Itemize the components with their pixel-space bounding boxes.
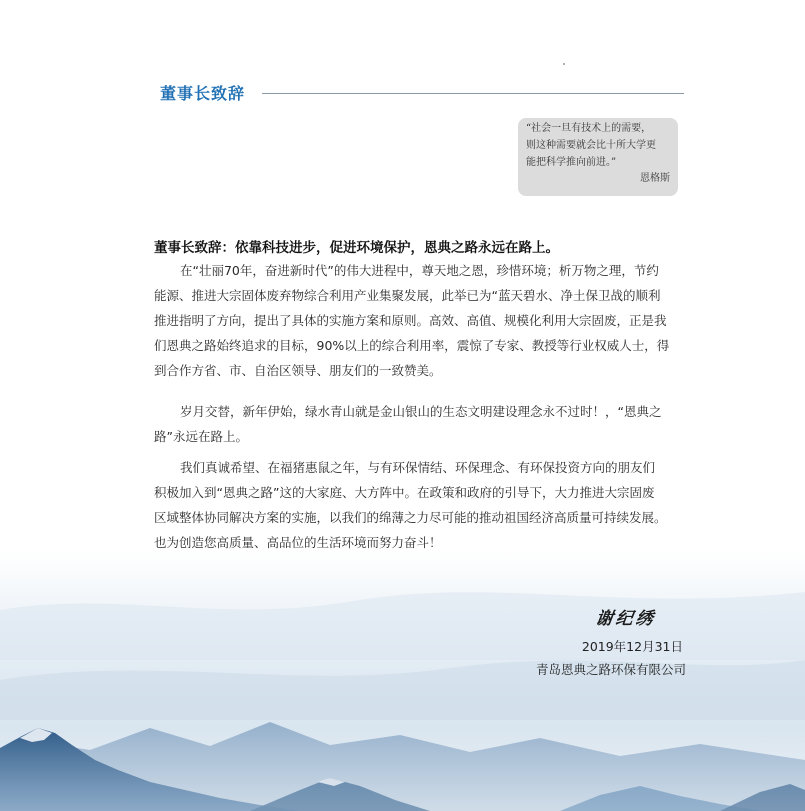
paragraph-line: 到合作方省、市、自治区领导、朋友们的一致赞美。 [154,363,442,378]
quote-box [518,118,678,196]
letter-headline: 董事长致辞：依靠科技进步，促进环境保护，恩典之路永远在路上。 [154,240,559,256]
section-title: 董事长致辞 [160,84,246,103]
paragraph-line: 在“壮丽70年，奋进新时代”的伟大进程中，尊天地之恩，珍惜环境；析万物之理，节约 [180,263,659,278]
quote-line: 能把科学推向前进。” [526,157,617,168]
quote-line: “社会一旦有技术上的需要， [526,123,652,134]
body-paragraph [154,399,690,449]
handwritten-signature: 谢纪绣 [594,609,658,629]
paragraph-line: 推进指明了方向，提出了具体的实施方案和原则。高效、高值、规模化利用大宗固废，正是我 [154,313,667,328]
quote-author: 恩格斯 [640,173,670,184]
letter-date: 2019年12月31日 [581,639,683,654]
paragraph-line: 积极加入到“恩典之路”这的大家庭、大方阵中。在政策和政府的引导下，大力推进大宗固废 [154,485,655,500]
paragraph-line: 岁月交替，新年伊始，绿水青山就是金山银山的生态文明建设理念永不过时！，“恩典之 [180,404,662,419]
paragraph-line: 也为创造您高质量、高品位的生活环境而努力奋斗！ [154,535,442,550]
body-paragraph [154,258,690,383]
quote-line: 则这种需要就会比十所大学更 [526,140,656,151]
paragraph-line: 们恩典之路始终追求的目标，90%以上的综合利用率，震惊了专家、教授等行业权威人士，得 [154,338,670,353]
paragraph-line: 能源、推进大宗固体废弃物综合利用产业集聚发展，此举已为“蓝天碧水、净土保卫战的顺利 [154,288,661,303]
paragraph-line: 我们真诚希望、在福猪惠鼠之年，与有环保情结、环保理念、有环保投资方向的朋友们 [180,460,656,475]
body-paragraph [154,455,690,555]
company-name: 青岛恩典之路环保有限公司 [535,662,686,677]
paragraph-line: 路”永远在路上。 [154,429,248,444]
paragraph-line: 区域整体协同解决方案的实施，以我们的绵薄之力尽可能的推动祖国经济高质量可持续发展。 [154,510,667,525]
title-divider [262,93,684,94]
decorative-dot [563,63,565,65]
